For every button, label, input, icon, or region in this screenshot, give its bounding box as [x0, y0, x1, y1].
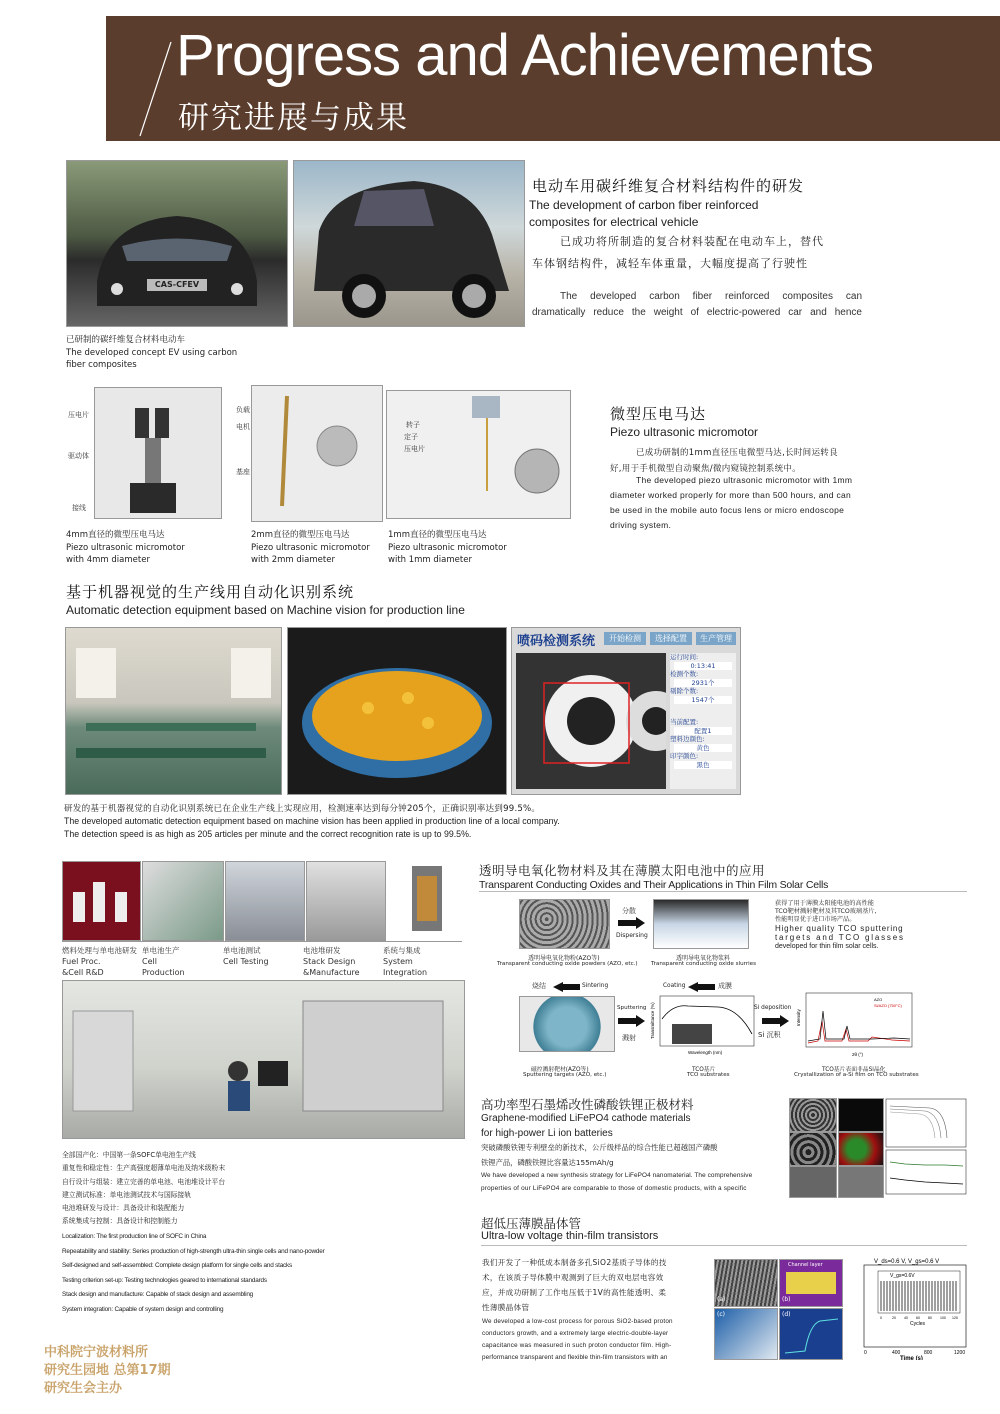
sofc-photo-5 — [392, 861, 467, 939]
tft-panel-b-layer — [786, 1272, 836, 1294]
ev-caption-cn: 已研制的碳纤维复合材料电动车 — [66, 335, 186, 345]
motor-cap3-en-2: with 1mm diameter — [388, 555, 472, 565]
sofc-cn-1: 重复性和稳定性：生产高强度超薄单电池及纳米级粉末 — [62, 1164, 226, 1173]
lfp-map-3 — [838, 1166, 884, 1198]
vision-ui-cfg-1-value[interactable]: 黄色 — [674, 744, 732, 753]
sofc-photo-4 — [306, 861, 386, 941]
tco-title-en: Transparent Conducting Oxides and Their Applications in Thin Film Solar Cells — [479, 879, 829, 891]
footer-line-1: 中科院宁波材料所 — [44, 1345, 149, 1360]
lfp-sem-1 — [789, 1098, 837, 1132]
ev-caption-en-2: fiber composites — [66, 360, 137, 370]
motor-cap3-en-1: Piezo ultrasonic micromotor — [388, 543, 507, 553]
tco-sputter-en: Sputtering — [617, 1005, 647, 1011]
motor-body-en-1: The developed piezo ultrasonic micromotor with 1mm — [636, 475, 853, 485]
tco-photo-target — [519, 996, 615, 1052]
tco-photo-slurry — [653, 899, 749, 949]
tco-cap-tco-en: TCO substrates — [687, 1072, 730, 1078]
motor-body-cn-2: 好,用于手机微型自动聚焦/微内窥镜控制系统中。 — [610, 464, 801, 474]
ev-title-en-1: The development of carbon fiber reinforced — [529, 198, 759, 212]
vision-ui-cfg-0-label: 当前配置: — [670, 718, 699, 726]
sofc-en-0: Localization: The first production line of SOFC in China — [62, 1233, 207, 1240]
tco-title-cn: 透明导电氧化物材料及其在薄膜太阳电池中的应用 — [479, 863, 766, 878]
ev-body-en-1: The developed carbon fiber reinforced composites can — [560, 291, 862, 302]
tco-xrd-chart — [792, 991, 916, 1059]
sofc-en-1: Repeatability and stability: Series production of high-strength ultra-thin single cells and nano-powder — [62, 1247, 325, 1255]
tco-si-en: Si deposition — [754, 1005, 792, 1011]
sofc-en-3: Testing criterion set-up: Testing technologies geared to international standards — [62, 1276, 267, 1284]
motor-photo-4mm — [94, 387, 222, 519]
vision-ui-cfg-0-value[interactable]: 配置1 — [674, 727, 732, 736]
motor-label-1mm-0: 转子 — [406, 421, 420, 429]
tco-sputter-cn: 溅射 — [622, 1034, 636, 1042]
tco-side-text — [775, 900, 965, 951]
sofc-step-0-en1: Fuel Proc. — [62, 957, 101, 966]
tft-panel-a-letter: (a) — [717, 1296, 726, 1303]
lfp-title-en-2: for high-power Li ion batteries — [481, 1128, 613, 1139]
tft-title-cn: 超低压薄膜晶体管 — [481, 1216, 582, 1231]
sofc-cn-2: 自行设计与组装：建立完善的单电池、电池堆设计平台 — [62, 1177, 226, 1186]
motor-label-1mm-1: 定子 — [404, 433, 418, 441]
tft-body-cn-3: 应，并成功研制了工作电压低于1V的高性能透明、柔 — [482, 1288, 667, 1297]
tco-cap-slurry-cn: 透明导电氧化物浆料 — [676, 955, 731, 962]
sofc-step-4-en1: System — [383, 957, 413, 966]
lfp-map-2 — [838, 1132, 884, 1166]
motor-label-r1: 电机 — [236, 423, 250, 431]
tft-x-tick-2: 800 — [924, 1350, 933, 1356]
vision-ui-cfg-2-label: 印字颜色: — [670, 752, 699, 760]
tco-arrow-coat — [688, 982, 716, 992]
sofc-cn-0: 全部国产化：中国第一条SOFC单电池生产线 — [62, 1151, 196, 1159]
tft-panel-a — [714, 1259, 778, 1307]
vision-ui-stat-1-value: 2931个 — [674, 679, 732, 688]
motor-cap3-cn: 1mm直径的微型压电马达 — [388, 530, 487, 540]
tco-cap-tco-cn: TCO基片 — [692, 1067, 716, 1073]
vision-ui-stat-2-label: 剔除个数: — [670, 687, 699, 695]
tco-transmittance-chart — [648, 994, 758, 1056]
tft-body-en-2: conductors growth, and a extremely large electric-double-layer — [482, 1330, 669, 1337]
sofc-en-4: Stack design and manufacture: Capable of stack design and assembling — [62, 1291, 254, 1298]
vision-ui-btn-config[interactable]: 选择配置 — [650, 632, 692, 645]
tco-chart-xlabel: Wavelength (nm) — [688, 1050, 723, 1055]
motor-label-l1: 驱动体 — [68, 452, 89, 460]
ev-body-cn-1: 已成功将所制造的复合材料装配在电动车上，替代 — [560, 235, 824, 248]
lfp-body-en-1: We have developed a new synthesis strategy for LiFePO4 nanomaterial. The comprehensive — [481, 1172, 753, 1179]
tco-arrow-sinter — [553, 982, 581, 992]
motor-cap2-en-2: with 2mm diameter — [251, 555, 335, 565]
tft-body-en-3: capacitance was measured in such proton conductor film. High- — [482, 1342, 672, 1349]
tft-x-tick-3: 1200 — [954, 1350, 966, 1356]
tft-inset-label: V_gs=0.6V — [890, 1273, 915, 1279]
motor-label-r2: 基座 — [236, 468, 250, 476]
tft-inset-tick-1: 20 — [892, 1316, 896, 1320]
vision-ui-btn-start[interactable]: 开始检测 — [604, 632, 646, 645]
ev-title-cn: 电动车用碳纤维复合材料结构件的研发 — [532, 177, 805, 195]
tft-x-tick-0: 0 — [864, 1350, 867, 1356]
tft-panel-c — [714, 1308, 778, 1360]
tco-cap-slurry-en: Transparent conducting oxide slurries — [651, 961, 757, 967]
motor-title-en: Piezo ultrasonic micromotor — [610, 425, 759, 439]
sofc-photo-2 — [142, 861, 224, 941]
tft-body-en-1: We developed a low-cost process for porous SiO2-based proton — [482, 1318, 673, 1325]
motor-cap1-en-2: with 4mm diameter — [66, 555, 150, 565]
tco-cap-cryst-cn: TCO基片表面非晶Si晶化 — [822, 1067, 886, 1073]
sofc-cn-3: 建立测试标准：单电池测试技术与国际接轨 — [62, 1190, 192, 1199]
tco-side-en-1: Higher quality TCO sputtering — [775, 924, 904, 933]
tft-panel-b — [779, 1259, 843, 1307]
tft-panel-d-letter: (d) — [782, 1311, 791, 1318]
vision-body-cn: 研发的基于机器视觉的自动化识别系统已在企业生产线上实现应用，检测速率达到每分钟205个，正确识别率达到99.5%。 — [64, 804, 541, 814]
vision-ui-btn-manage[interactable]: 生产管理 — [696, 632, 736, 645]
tco-cap-powder-en: Transparent conducting oxide powders (AZO, etc.) — [497, 961, 638, 967]
header-slash — [136, 40, 176, 140]
tco-sinter-cn: 烧结 — [532, 982, 546, 990]
motor-label-l2: 接线 — [72, 504, 86, 512]
tco-side-cn-3: 性能明显优于进口市场产品。 — [775, 916, 856, 923]
sofc-lab-photo — [62, 980, 465, 1139]
tft-inset-xlabel: Cycles — [910, 1321, 926, 1327]
lfp-sem-3 — [789, 1166, 837, 1198]
lfp-curve-chart — [885, 1098, 967, 1196]
lfp-title-en-1: Graphene-modified LiFePO4 cathode materials — [481, 1113, 691, 1124]
lfp-figure-grid — [789, 1098, 969, 1198]
tft-body-cn-2: 术，在该质子导体膜中观测到了巨大的双电层电容效 — [482, 1273, 664, 1282]
tco-coat-cn: 成膜 — [718, 982, 732, 990]
motor-cap1-en-1: Piezo ultrasonic micromotor — [66, 543, 185, 553]
sofc-step-0-cn: 燃料处理与单电池研发 — [62, 946, 137, 955]
tco-arrow1-cn: 分散 — [622, 907, 636, 915]
footer-line-2: 研究生园地 总第17期 — [44, 1363, 171, 1378]
vision-title-cn: 基于机器视觉的生产线用自动化识别系统 — [66, 583, 355, 601]
tco-xrd-legend-1: Si/AZO (750°C) — [874, 1003, 902, 1008]
tft-chart-title: V_ds=0.6 V, V_gs=0.6 V — [874, 1259, 940, 1265]
ev-body-en-2: dramatically reduce the weight of electric-powered car and hence — [532, 307, 862, 318]
sofc-step-line — [62, 941, 462, 942]
tft-x-tick-1: 400 — [892, 1350, 901, 1356]
sofc-step-4-cn: 系统与集成 — [383, 946, 421, 955]
sofc-step-1-en1: Cell — [142, 957, 157, 966]
sofc-photo-1 — [62, 861, 141, 941]
tco-arrow-sputter — [618, 1015, 646, 1027]
motor-body-en-3: be used in the mobile auto focus lens or micro endoscope — [610, 505, 845, 515]
tft-inset-tick-6: 120 — [952, 1316, 958, 1320]
sofc-list-en — [62, 1230, 325, 1317]
ev-body-cn-2: 车体钢结构件，减轻车体重量，大幅度提高了行驶性 — [532, 257, 808, 270]
tco-cap-cryst-en: Crystallization of a-Si film on TCO substrates — [794, 1072, 919, 1078]
vision-ui-stat-0-label: 运行时间: — [670, 653, 699, 661]
motor-label-l0: 压电片 — [68, 411, 89, 419]
vision-ui-camera — [516, 653, 666, 789]
tco-sinter-en: Sintering — [582, 983, 609, 989]
footer-block — [44, 1344, 171, 1398]
tco-arrow1 — [618, 917, 646, 929]
tco-side-cn-1: 获得了用于薄膜太阳能电池的高性能 — [775, 900, 874, 907]
tft-title-en: Ultra-low voltage thin-film transistors — [481, 1230, 659, 1242]
motor-cap1-cn: 4mm直径的微型压电马达 — [66, 530, 165, 540]
tco-coat-en: Coating — [663, 983, 686, 989]
tco-cap-target-cn: 磁控溅射靶材(AZO等) — [531, 1067, 589, 1073]
ev-plate: CAS-CFEV — [154, 280, 200, 289]
tco-xrd-legend-0: AZO — [874, 997, 883, 1002]
tft-panel-c-letter: (c) — [717, 1311, 725, 1318]
ev-photo-front — [66, 160, 288, 327]
ev-photo-side — [293, 160, 525, 327]
vision-photo-factory — [65, 627, 282, 795]
vision-photo-feeder — [287, 627, 507, 795]
motor-label-r0: 负载 — [236, 406, 250, 414]
sofc-step-3-en2: &Manufacture — [303, 968, 360, 977]
motor-cap2-cn: 2mm直径的微型压电马达 — [251, 530, 350, 540]
sofc-step-2-cn: 单电池测试 — [223, 946, 261, 955]
ev-caption-en-1: The developed concept EV using carbon — [66, 348, 238, 358]
motor-body-en-4: driving system. — [610, 520, 672, 530]
tft-inset-tick-0: 0 — [880, 1316, 882, 1320]
vision-ui-cfg-1-label: 塑料边颜色: — [670, 735, 705, 743]
sofc-step-3-cn: 电池堆研发 — [303, 946, 341, 955]
tft-inset-tick-4: 80 — [928, 1316, 932, 1320]
tft-body-en-4: performance transparent and flexible thin-film transistors with an — [482, 1354, 668, 1361]
tco-photo-powder — [519, 899, 610, 949]
ev-title-en-2: composites for electrical vehicle — [529, 215, 699, 229]
header-title-cn: 研究进展与成果 — [178, 100, 409, 136]
tft-panel-b-letter: (b) — [782, 1296, 791, 1303]
sofc-cn-5: 系统集成与控制：具备设计和控制能力 — [62, 1217, 178, 1226]
tft-panel-d — [779, 1308, 843, 1360]
tco-side-cn-2: TCO靶材溅射靶材及其TCO玻璃基片, — [775, 908, 877, 915]
tft-inset-tick-5: 100 — [940, 1316, 946, 1320]
motor-photo-1mm — [386, 390, 571, 519]
sofc-cn-4: 电池堆研发与设计：具备设计和装配能力 — [62, 1204, 185, 1213]
vision-ui-title: 喷码检测系统 — [517, 634, 596, 649]
tco-xrd-ylabel: Intensity — [796, 1009, 801, 1026]
tco-xrd-xlabel: 2θ (°) — [852, 1052, 864, 1057]
tft-title-rule — [481, 1245, 967, 1246]
tco-side-en-2: targets and TCO glasses — [775, 933, 905, 942]
tco-title-rule — [479, 891, 967, 892]
tft-inset-tick-2: 40 — [904, 1316, 908, 1320]
tft-body-cn-1: 我们开发了一种低成本制备多孔SiO2基质子导体的技 — [482, 1258, 667, 1267]
tft-body-cn-4: 性薄膜晶体管 — [482, 1303, 530, 1312]
footer-line-3: 研究生会主办 — [44, 1381, 123, 1396]
lfp-title-cn: 高功率型石墨烯改性磷酸铁锂正极材料 — [481, 1097, 694, 1112]
tco-chart-ylabel: Transmittance (%) — [650, 1002, 655, 1039]
tco-cap-powder-cn: 透明导电氧化物粉(AZO等) — [528, 955, 600, 962]
lfp-body-en-2: properties of our LiFePO4 are comparable to those of domestic products, with a specific — [481, 1185, 747, 1192]
sofc-step-1-cn: 单电池生产 — [142, 946, 180, 955]
lfp-sem-2 — [789, 1132, 837, 1166]
sofc-step-1-en2: Production — [142, 968, 185, 977]
lfp-body-cn-2: 铁锂产品，磷酸铁锂比容量达155mAh/g — [481, 1158, 614, 1167]
tft-panel-b-label: Channel layer — [788, 1262, 823, 1268]
tft-cycling-chart — [844, 1257, 972, 1360]
vision-ui-cfg-2-value[interactable]: 黑色 — [674, 761, 732, 770]
sofc-step-3-en1: Stack Design — [303, 957, 356, 966]
vision-ui-stat-2-value: 1547个 — [674, 696, 732, 705]
vision-body-en-2: The detection speed is as high as 205 articles per minute and the correct recognition rate is up to 99.5%. — [64, 829, 472, 839]
tco-cap-target-en: Sputtering targets (AZO, etc.) — [523, 1072, 607, 1078]
sofc-step-4-en2: Integration — [383, 968, 428, 977]
motor-photo-2mm — [251, 385, 383, 522]
motor-body-cn-1: 已成功研制的1mm直径压电微型马达,长时间运转良 — [636, 448, 838, 458]
tco-arrow-si — [762, 1015, 790, 1027]
vision-body-en-1: The developed automatic detection equipment based on machine vision has been applied in production line of a local company. — [64, 816, 560, 826]
tco-side-en-3: developed for thin film solar cells. — [775, 943, 879, 950]
tco-si-cn: Si 沉积 — [758, 1031, 781, 1039]
sofc-list-cn — [62, 1149, 225, 1229]
lfp-body-cn-1: 突破磷酸铁锂专利壁垒的新技术，公斤级样品的综合性能已超越国产磷酸 — [481, 1143, 718, 1152]
sofc-en-2: Self-designed and self-assembled: Complete design platform for single cells and stacks — [62, 1262, 293, 1269]
sofc-step-0-en2: &Cell R&D — [62, 968, 104, 977]
sofc-step-2-en1: Cell Testing — [223, 957, 269, 966]
motor-cap2-en-1: Piezo ultrasonic micromotor — [251, 543, 370, 553]
motor-title-cn: 微型压电马达 — [610, 405, 707, 423]
vision-software-ui — [511, 627, 741, 795]
lfp-map-1 — [838, 1098, 884, 1132]
motor-label-1mm-2: 压电片 — [404, 445, 425, 453]
vision-ui-stat-0-value: 0:13:41 — [674, 662, 732, 671]
tft-inset-tick-3: 60 — [916, 1316, 920, 1320]
header-title-en: Progress and Achievements — [176, 23, 874, 88]
motor-body-en-2: diameter worked properly for more than 500 hours, and can — [610, 490, 852, 500]
vision-ui-panel — [670, 653, 736, 789]
sofc-photo-strip — [62, 861, 467, 941]
sofc-photo-3 — [225, 861, 305, 941]
vision-ui-stat-1-label: 检测个数: — [670, 670, 699, 678]
sofc-en-5: System integration: Capable of system design and controlling — [62, 1305, 224, 1313]
tco-arrow1-en: Dispersing — [616, 932, 648, 939]
tft-xlabel: Time (s) — [900, 1356, 923, 1360]
vision-title-en: Automatic detection equipment based on Machine vision for production line — [66, 603, 465, 617]
